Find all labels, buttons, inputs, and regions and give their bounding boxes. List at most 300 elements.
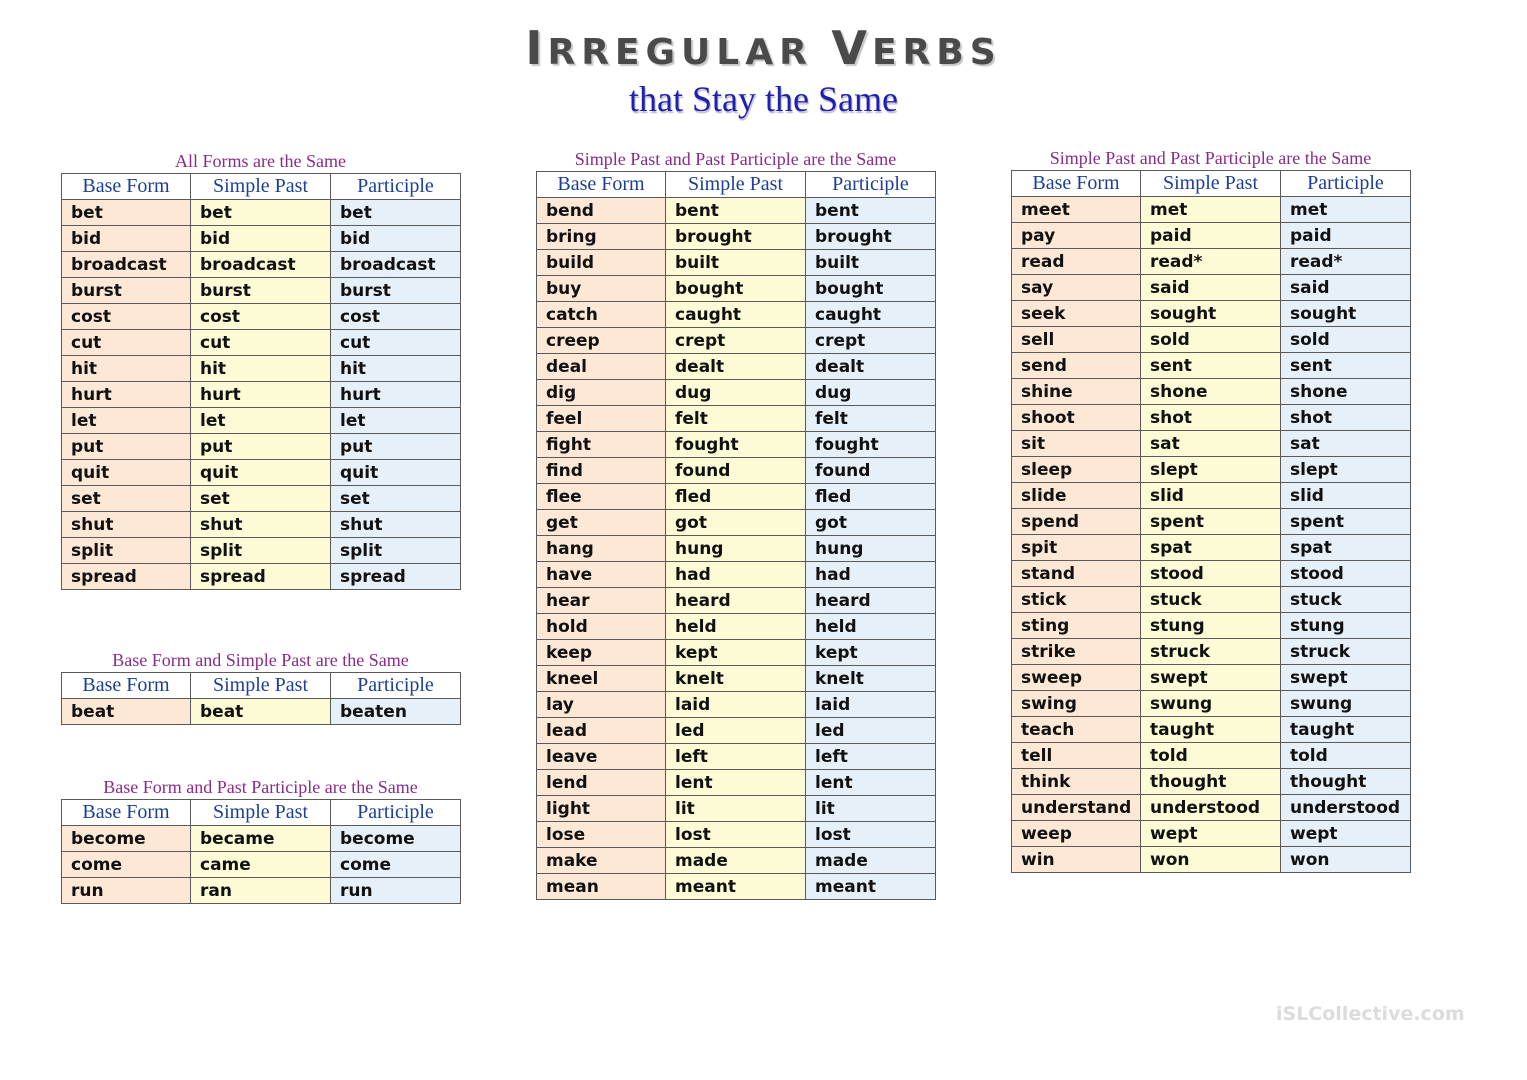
table-row [62, 852, 461, 878]
base-form-cell: teach [1012, 717, 1141, 743]
participle-cell: shone [1281, 379, 1411, 405]
base-form-cell: catch [537, 302, 666, 328]
base-form-cell: light [537, 796, 666, 822]
table-row [537, 536, 936, 562]
base-form-cell: tell [1012, 743, 1141, 769]
simple-past-cell: dealt [666, 354, 806, 380]
simple-past-cell: sent [1141, 353, 1281, 379]
simple-past-cell: knelt [666, 666, 806, 692]
header-participle: Participle [806, 172, 936, 198]
participle-cell: slid [1281, 483, 1411, 509]
simple-past-cell: sought [1141, 301, 1281, 327]
base-form-cell: say [1012, 275, 1141, 301]
simple-past-cell: met [1141, 197, 1281, 223]
participle-cell: read* [1281, 249, 1411, 275]
header-simple-past: Simple Past [191, 673, 331, 699]
table-caption: Simple Past and Past Participle are the Same [574, 149, 897, 169]
participle-cell: become [331, 826, 461, 852]
participle-cell: burst [331, 278, 461, 304]
simple-past-cell: fled [666, 484, 806, 510]
base-form-cell: weep [1012, 821, 1141, 847]
participle-cell: had [806, 562, 936, 588]
simple-past-cell: quit [191, 460, 331, 486]
table-row [537, 380, 936, 406]
participle-cell: fled [806, 484, 936, 510]
table-row [1012, 405, 1411, 431]
table-row [537, 198, 936, 224]
table-row [62, 486, 461, 512]
table-row [1012, 691, 1411, 717]
simple-past-cell: came [191, 852, 331, 878]
table-row [1012, 535, 1411, 561]
section-base-past [61, 648, 460, 725]
header-base-form: Base Form [1012, 171, 1141, 197]
participle-cell: understood [1281, 795, 1411, 821]
simple-past-cell: held [666, 614, 806, 640]
simple-past-cell: slept [1141, 457, 1281, 483]
participle-cell: shot [1281, 405, 1411, 431]
base-form-cell: shine [1012, 379, 1141, 405]
participle-cell: lit [806, 796, 936, 822]
base-form-cell: beat [62, 699, 191, 725]
base-form-cell: slide [1012, 483, 1141, 509]
header-row [62, 673, 461, 699]
base-form-cell: kneel [537, 666, 666, 692]
verb-table [1011, 170, 1411, 873]
section-past-participle-1 [536, 147, 935, 900]
participle-cell: got [806, 510, 936, 536]
participle-cell: sold [1281, 327, 1411, 353]
table-row [537, 276, 936, 302]
base-form-cell: understand [1012, 795, 1141, 821]
simple-past-cell: read* [1141, 249, 1281, 275]
participle-cell: found [806, 458, 936, 484]
participle-cell: met [1281, 197, 1411, 223]
base-form-cell: split [62, 538, 191, 564]
simple-past-cell: wept [1141, 821, 1281, 847]
base-form-cell: let [62, 408, 191, 434]
base-form-cell: flee [537, 484, 666, 510]
participle-cell: struck [1281, 639, 1411, 665]
participle-cell: made [806, 848, 936, 874]
simple-past-cell: found [666, 458, 806, 484]
header-simple-past: Simple Past [191, 174, 331, 200]
simple-past-cell: swung [1141, 691, 1281, 717]
participle-cell: beaten [331, 699, 461, 725]
base-form-cell: get [537, 510, 666, 536]
table-row [62, 826, 461, 852]
simple-past-cell: heard [666, 588, 806, 614]
simple-past-cell: spent [1141, 509, 1281, 535]
participle-cell: taught [1281, 717, 1411, 743]
simple-past-cell: laid [666, 692, 806, 718]
participle-cell: let [331, 408, 461, 434]
participle-cell: set [331, 486, 461, 512]
simple-past-cell: had [666, 562, 806, 588]
table-row [1012, 821, 1411, 847]
base-form-cell: sweep [1012, 665, 1141, 691]
base-form-cell: fight [537, 432, 666, 458]
base-form-cell: sleep [1012, 457, 1141, 483]
watermark: iSLCollective.com [1276, 1003, 1465, 1025]
base-form-cell: leave [537, 744, 666, 770]
base-form-cell: shoot [1012, 405, 1141, 431]
base-form-cell: broadcast [62, 252, 191, 278]
verb-table [61, 799, 461, 904]
table-row [537, 692, 936, 718]
participle-cell: bid [331, 226, 461, 252]
header-row [62, 800, 461, 826]
header-simple-past: Simple Past [666, 172, 806, 198]
base-form-cell: spend [1012, 509, 1141, 535]
simple-past-cell: set [191, 486, 331, 512]
base-form-cell: sting [1012, 613, 1141, 639]
table-row [62, 699, 461, 725]
simple-past-cell: bet [191, 200, 331, 226]
table-row [537, 874, 936, 900]
participle-cell: sent [1281, 353, 1411, 379]
table-row [537, 640, 936, 666]
simple-past-cell: bid [191, 226, 331, 252]
base-form-cell: stand [1012, 561, 1141, 587]
simple-past-cell: lit [666, 796, 806, 822]
header-row [537, 172, 936, 198]
table-row [1012, 301, 1411, 327]
table-row [62, 512, 461, 538]
table-row [62, 408, 461, 434]
simple-past-cell: said [1141, 275, 1281, 301]
simple-past-cell: hit [191, 356, 331, 382]
simple-past-cell: sold [1141, 327, 1281, 353]
base-form-cell: lead [537, 718, 666, 744]
participle-cell: stood [1281, 561, 1411, 587]
participle-cell: come [331, 852, 461, 878]
header-base-form: Base Form [62, 800, 191, 826]
participle-cell: stuck [1281, 587, 1411, 613]
table-row [62, 564, 461, 590]
participle-cell: dug [806, 380, 936, 406]
table-row [1012, 769, 1411, 795]
table-row [537, 354, 936, 380]
simple-past-cell: slid [1141, 483, 1281, 509]
table-row [1012, 847, 1411, 873]
table-row [1012, 249, 1411, 275]
table-row [1012, 717, 1411, 743]
participle-cell: split [331, 538, 461, 564]
simple-past-cell: shot [1141, 405, 1281, 431]
simple-past-cell: meant [666, 874, 806, 900]
header-row [1012, 171, 1411, 197]
table-caption: All Forms are the Same [175, 151, 346, 171]
table-row [1012, 327, 1411, 353]
participle-cell: laid [806, 692, 936, 718]
base-form-cell: deal [537, 354, 666, 380]
simple-past-cell: built [666, 250, 806, 276]
simple-past-cell: stuck [1141, 587, 1281, 613]
table-row [1012, 223, 1411, 249]
table-row [1012, 639, 1411, 665]
simple-past-cell: stood [1141, 561, 1281, 587]
participle-cell: hung [806, 536, 936, 562]
simple-past-cell: won [1141, 847, 1281, 873]
table-row [1012, 197, 1411, 223]
table-row [537, 718, 936, 744]
participle-cell: thought [1281, 769, 1411, 795]
header-participle: Participle [331, 673, 461, 699]
table-row [62, 434, 461, 460]
table-row [537, 432, 936, 458]
participle-cell: said [1281, 275, 1411, 301]
simple-past-cell: dug [666, 380, 806, 406]
base-form-cell: swing [1012, 691, 1141, 717]
participle-cell: caught [806, 302, 936, 328]
base-form-cell: cut [62, 330, 191, 356]
simple-past-cell: shone [1141, 379, 1281, 405]
base-form-cell: meet [1012, 197, 1141, 223]
simple-past-cell: bought [666, 276, 806, 302]
participle-cell: spent [1281, 509, 1411, 535]
base-form-cell: bring [537, 224, 666, 250]
header-base-form: Base Form [537, 172, 666, 198]
simple-past-cell: got [666, 510, 806, 536]
header-participle: Participle [331, 800, 461, 826]
simple-past-cell: broadcast [191, 252, 331, 278]
simple-past-cell: put [191, 434, 331, 460]
header-base-form: Base Form [62, 174, 191, 200]
participle-cell: led [806, 718, 936, 744]
table-row [537, 328, 936, 354]
table-row [537, 666, 936, 692]
simple-past-cell: fought [666, 432, 806, 458]
participle-cell: stung [1281, 613, 1411, 639]
base-form-cell: put [62, 434, 191, 460]
simple-past-cell: brought [666, 224, 806, 250]
participle-cell: spread [331, 564, 461, 590]
base-form-cell: lay [537, 692, 666, 718]
table-row [62, 200, 461, 226]
table-row [537, 744, 936, 770]
participle-cell: lent [806, 770, 936, 796]
verb-table [61, 672, 461, 725]
base-form-cell: feel [537, 406, 666, 432]
participle-cell: knelt [806, 666, 936, 692]
participle-cell: lost [806, 822, 936, 848]
base-form-cell: find [537, 458, 666, 484]
participle-cell: spat [1281, 535, 1411, 561]
table-row [1012, 795, 1411, 821]
header-base-form: Base Form [62, 673, 191, 699]
participle-cell: told [1281, 743, 1411, 769]
table-row [537, 614, 936, 640]
table-row [1012, 483, 1411, 509]
base-form-cell: seek [1012, 301, 1141, 327]
simple-past-cell: bent [666, 198, 806, 224]
table-row [62, 226, 461, 252]
base-form-cell: bet [62, 200, 191, 226]
simple-past-cell: left [666, 744, 806, 770]
table-row [537, 302, 936, 328]
table-caption: Base Form and Past Participle are the Same [103, 777, 418, 797]
participle-cell: crept [806, 328, 936, 354]
participle-cell: slept [1281, 457, 1411, 483]
simple-past-cell: hurt [191, 382, 331, 408]
simple-past-cell: hung [666, 536, 806, 562]
base-form-cell: hang [537, 536, 666, 562]
participle-cell: run [331, 878, 461, 904]
base-form-cell: make [537, 848, 666, 874]
table-row [537, 588, 936, 614]
simple-past-cell: taught [1141, 717, 1281, 743]
participle-cell: held [806, 614, 936, 640]
table-row [62, 278, 461, 304]
base-form-cell: pay [1012, 223, 1141, 249]
table-row [1012, 275, 1411, 301]
table-row [1012, 379, 1411, 405]
table-row [537, 510, 936, 536]
simple-past-cell: made [666, 848, 806, 874]
participle-cell: felt [806, 406, 936, 432]
simple-past-cell: paid [1141, 223, 1281, 249]
section-base-participle [61, 775, 460, 904]
participle-cell: left [806, 744, 936, 770]
base-form-cell: dig [537, 380, 666, 406]
base-form-cell: become [62, 826, 191, 852]
base-form-cell: hear [537, 588, 666, 614]
table-row [62, 382, 461, 408]
simple-past-cell: caught [666, 302, 806, 328]
base-form-cell: run [62, 878, 191, 904]
table-row [537, 770, 936, 796]
base-form-cell: mean [537, 874, 666, 900]
base-form-cell: cost [62, 304, 191, 330]
header-participle: Participle [1281, 171, 1411, 197]
participle-cell: swung [1281, 691, 1411, 717]
base-form-cell: shut [62, 512, 191, 538]
participle-cell: shut [331, 512, 461, 538]
base-form-cell: bid [62, 226, 191, 252]
simple-past-cell: ran [191, 878, 331, 904]
base-form-cell: set [62, 486, 191, 512]
base-form-cell: build [537, 250, 666, 276]
table-row [537, 822, 936, 848]
page-title: IRREGULAR VERBS [525, 21, 1002, 75]
header-simple-past: Simple Past [191, 800, 331, 826]
base-form-cell: lend [537, 770, 666, 796]
simple-past-cell: spat [1141, 535, 1281, 561]
simple-past-cell: burst [191, 278, 331, 304]
table-row [537, 848, 936, 874]
simple-past-cell: struck [1141, 639, 1281, 665]
table-row [537, 224, 936, 250]
table-row [62, 878, 461, 904]
base-form-cell: sit [1012, 431, 1141, 457]
verb-table [61, 173, 461, 590]
table-caption: Base Form and Simple Past are the Same [112, 650, 409, 670]
participle-cell: meant [806, 874, 936, 900]
table-row [62, 538, 461, 564]
participle-cell: quit [331, 460, 461, 486]
base-form-cell: keep [537, 640, 666, 666]
header-simple-past: Simple Past [1141, 171, 1281, 197]
base-form-cell: spit [1012, 535, 1141, 561]
base-form-cell: win [1012, 847, 1141, 873]
simple-past-cell: beat [191, 699, 331, 725]
base-form-cell: hold [537, 614, 666, 640]
table-row [62, 460, 461, 486]
participle-cell: heard [806, 588, 936, 614]
base-form-cell: bend [537, 198, 666, 224]
table-caption: Simple Past and Past Participle are the Same [1049, 148, 1372, 168]
table-row [537, 796, 936, 822]
participle-cell: sat [1281, 431, 1411, 457]
base-form-cell: stick [1012, 587, 1141, 613]
simple-past-cell: sat [1141, 431, 1281, 457]
participle-cell: fought [806, 432, 936, 458]
table-row [1012, 561, 1411, 587]
simple-past-cell: felt [666, 406, 806, 432]
participle-cell: dealt [806, 354, 936, 380]
participle-cell: brought [806, 224, 936, 250]
participle-cell: cut [331, 330, 461, 356]
table-row [62, 304, 461, 330]
participle-cell: wept [1281, 821, 1411, 847]
participle-cell: bought [806, 276, 936, 302]
table-row [1012, 431, 1411, 457]
base-form-cell: send [1012, 353, 1141, 379]
simple-past-cell: swept [1141, 665, 1281, 691]
table-row [1012, 613, 1411, 639]
base-form-cell: creep [537, 328, 666, 354]
simple-past-cell: cost [191, 304, 331, 330]
base-form-cell: have [537, 562, 666, 588]
table-row [1012, 353, 1411, 379]
table-row [537, 458, 936, 484]
base-form-cell: hurt [62, 382, 191, 408]
table-row [62, 356, 461, 382]
base-form-cell: read [1012, 249, 1141, 275]
participle-cell: kept [806, 640, 936, 666]
participle-cell: sought [1281, 301, 1411, 327]
page-subtitle: that Stay the Same [629, 79, 898, 119]
participle-cell: swept [1281, 665, 1411, 691]
simple-past-cell: thought [1141, 769, 1281, 795]
simple-past-cell: became [191, 826, 331, 852]
participle-cell: hurt [331, 382, 461, 408]
participle-cell: put [331, 434, 461, 460]
participle-cell: broadcast [331, 252, 461, 278]
base-form-cell: come [62, 852, 191, 878]
simple-past-cell: lost [666, 822, 806, 848]
section-all-same [61, 149, 460, 590]
table-row [1012, 665, 1411, 691]
table-row [1012, 457, 1411, 483]
participle-cell: won [1281, 847, 1411, 873]
participle-cell: cost [331, 304, 461, 330]
table-row [62, 252, 461, 278]
base-form-cell: lose [537, 822, 666, 848]
base-form-cell: strike [1012, 639, 1141, 665]
simple-past-cell: crept [666, 328, 806, 354]
simple-past-cell: let [191, 408, 331, 434]
table-row [1012, 743, 1411, 769]
simple-past-cell: lent [666, 770, 806, 796]
participle-cell: bet [331, 200, 461, 226]
participle-cell: paid [1281, 223, 1411, 249]
participle-cell: bent [806, 198, 936, 224]
simple-past-cell: cut [191, 330, 331, 356]
table-row [62, 330, 461, 356]
base-form-cell: hit [62, 356, 191, 382]
